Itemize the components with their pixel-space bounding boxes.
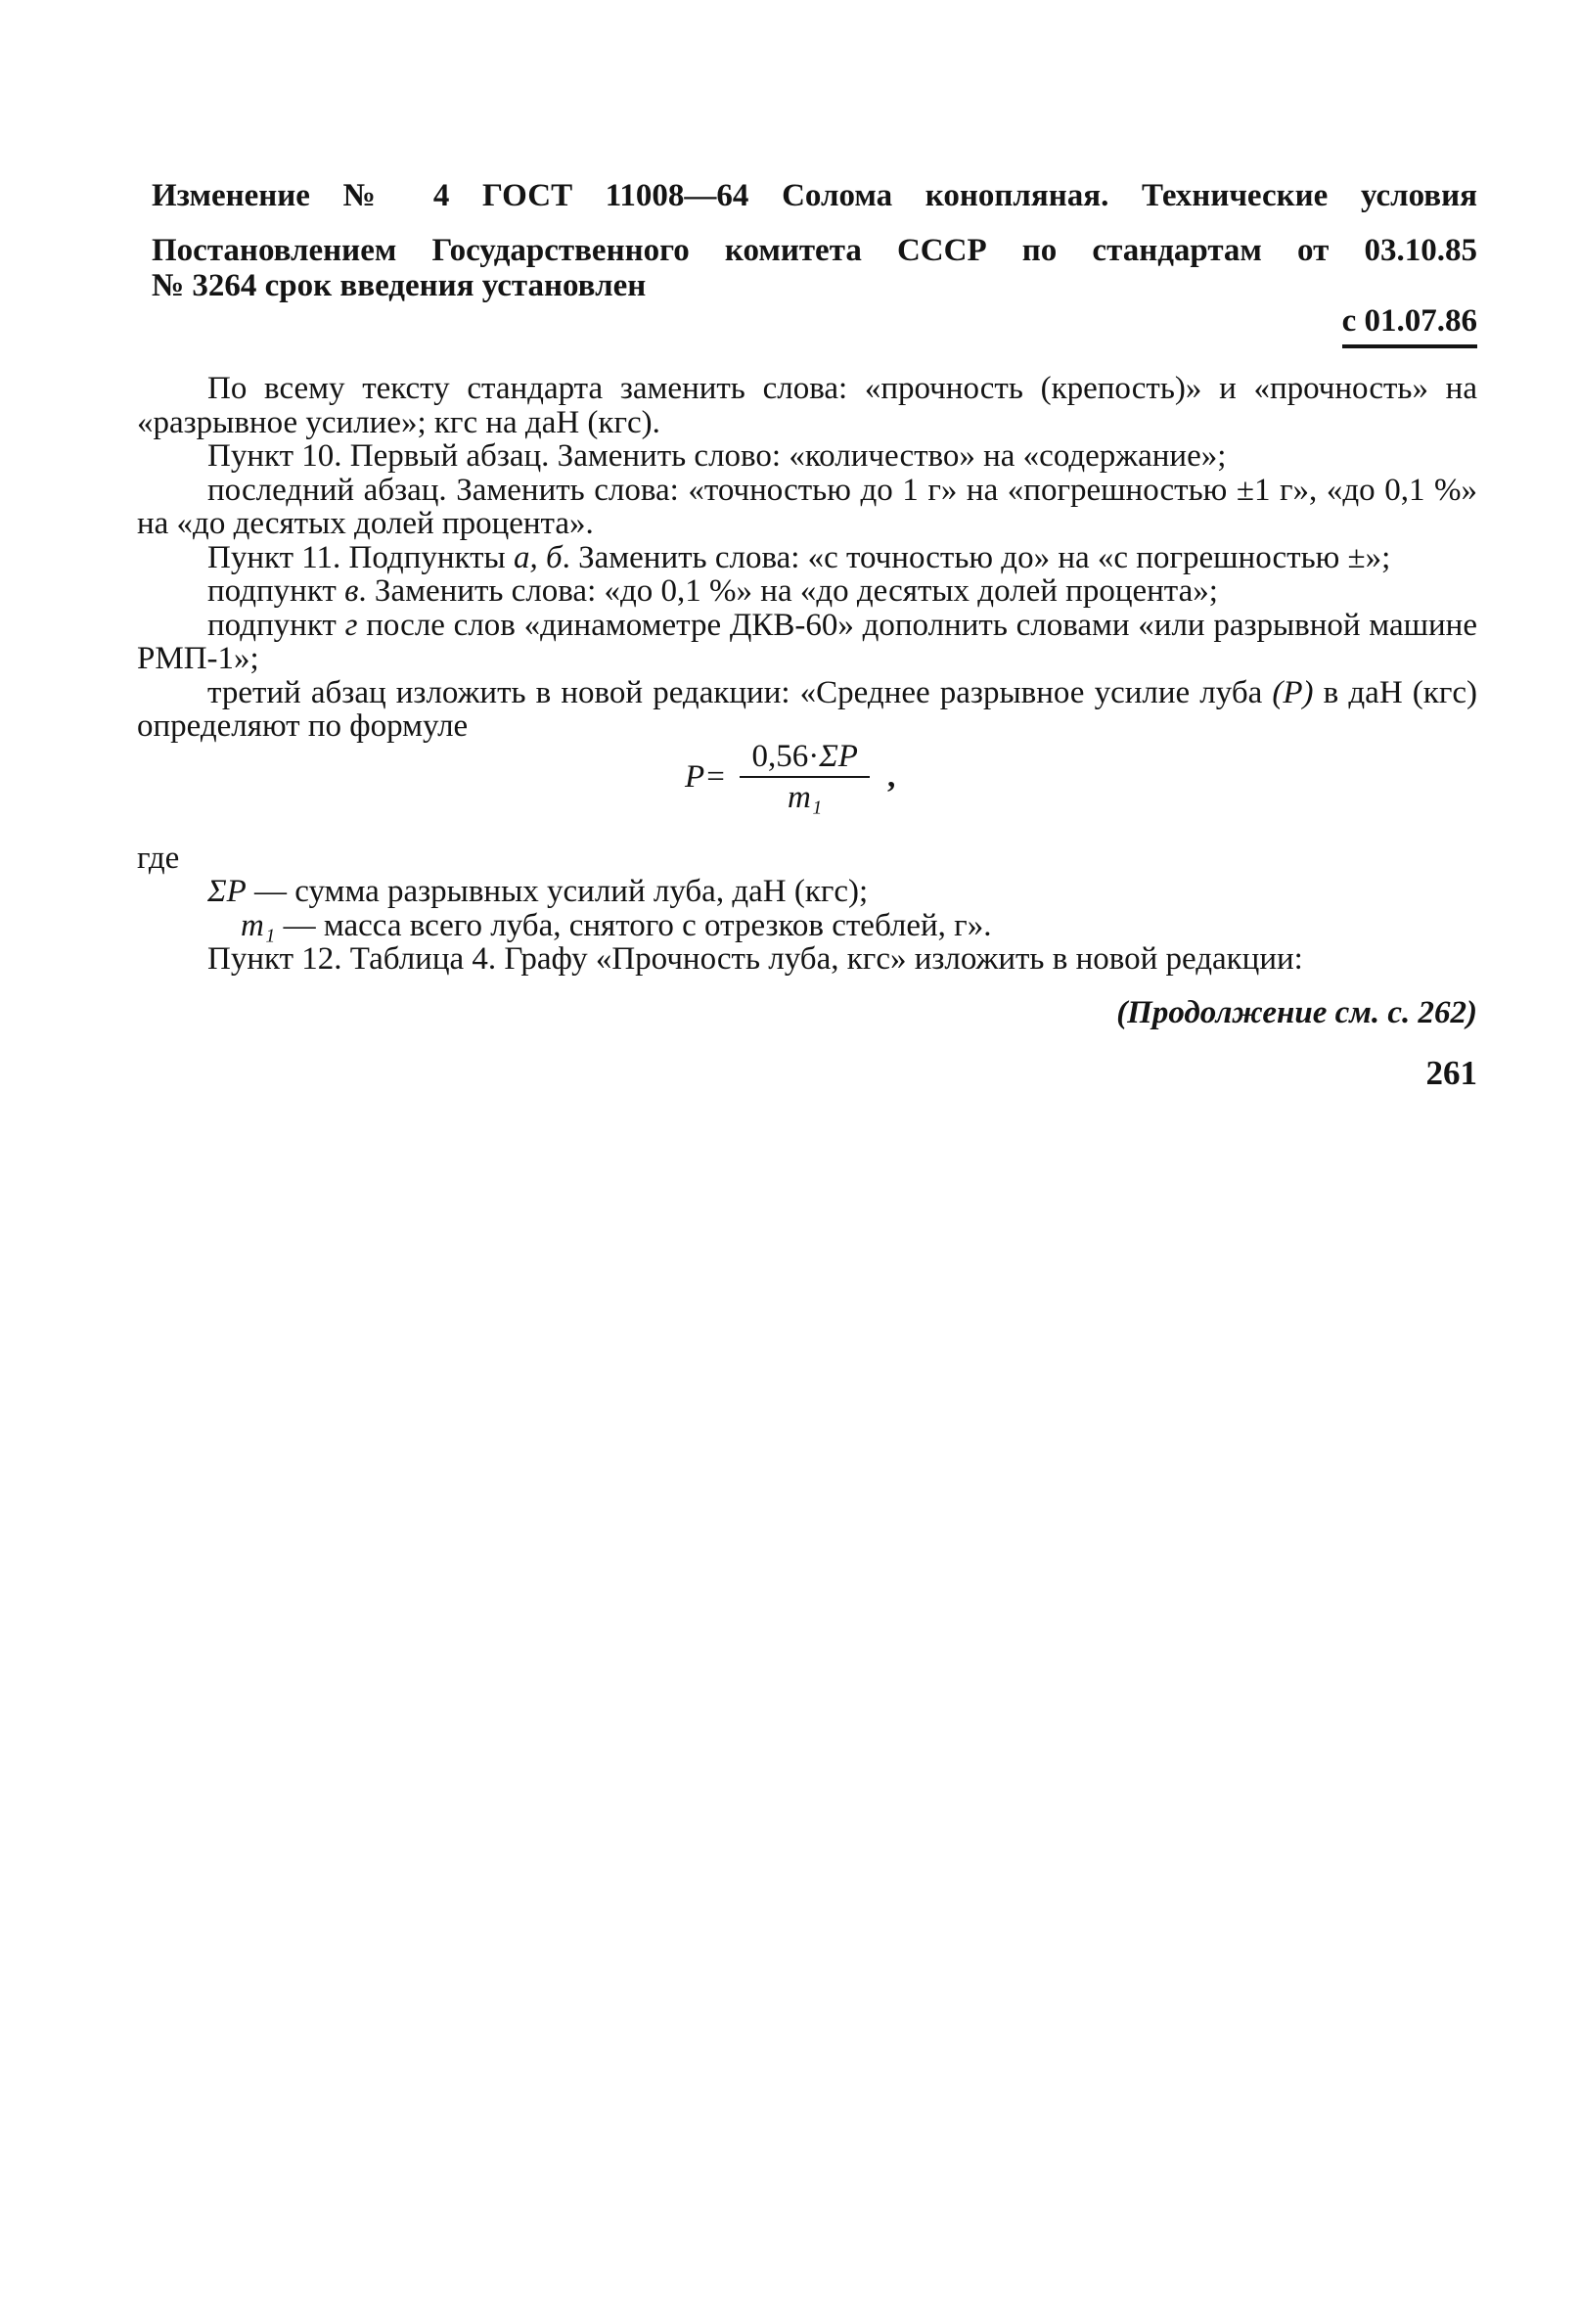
- formula-fraction: [740, 740, 870, 815]
- amendment-title: Изменение № 4 ГОСТ 11008—64 Солома конопляная. Технические условия: [152, 178, 1477, 213]
- average-force-formula: [685, 740, 895, 815]
- paragraph-item-12: Пункт 12. Таблица 4. Графу «Прочность луба, кгс» изложить в новой редакции:: [207, 941, 1303, 977]
- subitem-v-text: . Заменить слова: «до 0,1 %» на «до десятых долей процента»;: [358, 573, 1218, 609]
- subitem-g-text: после слов «динамометре ДКВ-60» дополнить словами «или разрывной машине РМП-1»;: [137, 607, 1477, 676]
- subitem-g-letter: г: [344, 607, 358, 643]
- legend-sum-symbol: ΣP: [207, 874, 247, 909]
- decree-line-2: № 3264 срок введения установлен: [152, 268, 647, 303]
- paragraph-item-10-last: последний абзац. Заменить слова: «точностью до 1 г» на «погрешностью ±1 г», «до 0,1 %» на «до десятых долей процента».: [137, 472, 1477, 541]
- third-paragraph-text: в даН (кгс) определяют по формуле: [137, 674, 1477, 744]
- amendment-body: [137, 372, 1477, 1091]
- force-symbol: (P): [1272, 674, 1314, 710]
- subitem-g-prefix: подпункт: [207, 607, 345, 643]
- paragraph-subitem-v: [137, 574, 1477, 609]
- decree-line-1: Постановлением Государственного комитета СССР по стандартам от 03.10.85: [152, 233, 1477, 268]
- formula-lhs: P=: [685, 758, 727, 795]
- effective-date: с 01.07.86: [1342, 301, 1477, 348]
- third-paragraph-prefix: третий абзац изложить в новой редакции: «Среднее разрывное усилие луба: [207, 674, 1273, 710]
- legend-sum-forces: [137, 875, 1477, 909]
- formula-comma: ,: [886, 758, 896, 795]
- legend-mass-symbol: m₁: [241, 907, 276, 943]
- paragraph-subitem-g: [137, 609, 1477, 676]
- continuation-note: (Продолжение см. с. 262): [1116, 994, 1477, 1030]
- subitem-v-prefix: подпункт: [207, 573, 345, 609]
- legend-sum-text: — сумма разрывных усилий луба, даН (кгс);: [246, 874, 869, 909]
- page-number: 261: [1425, 1054, 1477, 1092]
- formula-numerator: [740, 740, 870, 779]
- legend-mass-text: — масса всего луба, снятого с отрезков стеблей, г».: [275, 907, 992, 943]
- subitem-v-letter: в: [344, 573, 359, 609]
- numerator-coefficient: 0,56·: [751, 738, 820, 774]
- paragraph-terms: По всему тексту стандарта заменить слова: «прочность (крепость)» и «прочность» на «разрывное усилие»; кгс на даН (кгс).: [137, 371, 1477, 440]
- decree-statement: [152, 233, 1477, 303]
- legend-mass: [137, 909, 1477, 943]
- item-11-prefix: Пункт 11. Подпункты: [207, 539, 514, 575]
- paragraph-item-11: [137, 541, 1477, 575]
- paragraph-third: [137, 676, 1477, 744]
- item-11-text: . Заменить слова: «с точностью до» на «с погрешностью ±»;: [562, 539, 1391, 575]
- where-label: где: [137, 840, 180, 876]
- item-11-subitems: а, б: [513, 539, 563, 575]
- paragraph-item-10: Пункт 10. Первый абзац. Заменить слово: «количество» на «содержание»;: [207, 438, 1227, 474]
- formula-denominator: m₁: [788, 780, 823, 815]
- numerator-sum: ΣP: [819, 738, 858, 774]
- formula-block: [137, 738, 1477, 842]
